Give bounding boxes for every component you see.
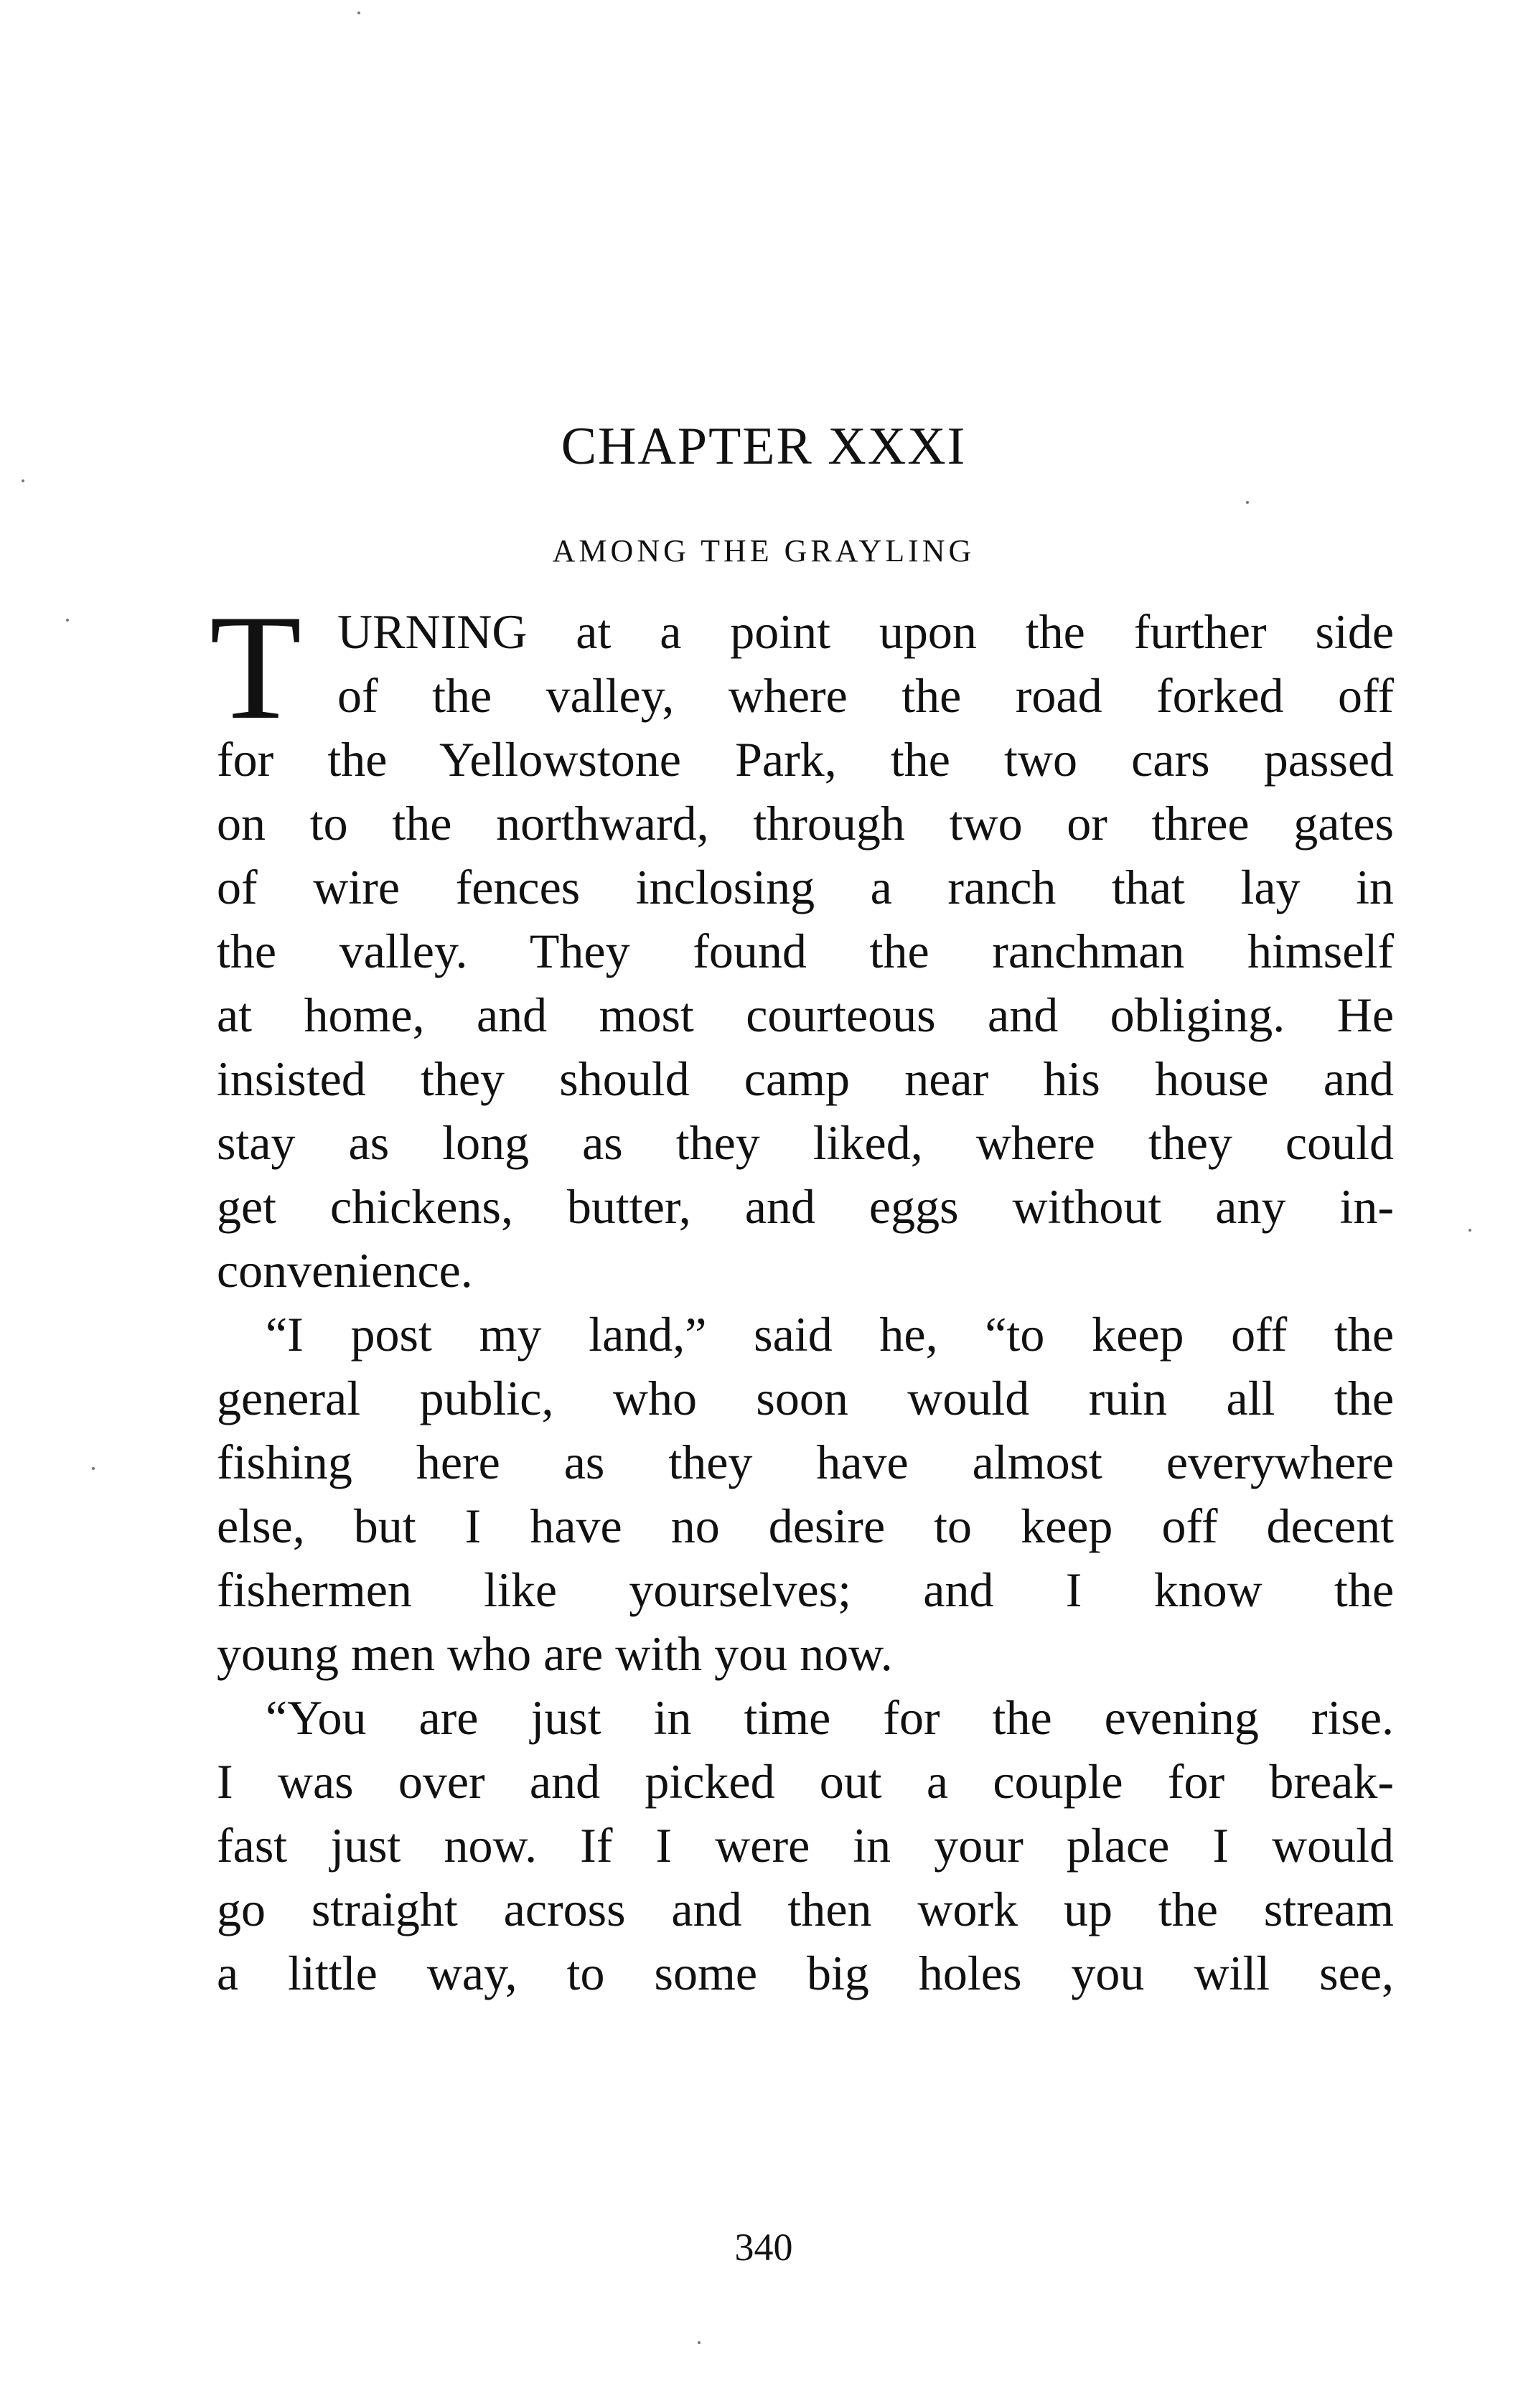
text-line: go straight across and then work up the stream [217, 1882, 1394, 1936]
chapter-subtitle: AMONG THE GRAYLING [552, 533, 975, 568]
chapter-title: CHAPTER XXXI [561, 417, 967, 476]
body-text [217, 600, 1394, 2005]
scan-speck [66, 619, 69, 622]
scan-speck [698, 2341, 701, 2344]
text-line: for the Yellowstone Park, the two cars passed [217, 732, 1394, 787]
scan-speck [357, 11, 360, 14]
text-line: a little way, to some big holes you will see, [217, 1946, 1394, 2000]
text-line: I was over and picked out a couple for break- [217, 1754, 1394, 1809]
text-line: of wire fences inclosing a ranch that lay in [217, 860, 1394, 914]
text-line: URNING at a point upon the further side [337, 604, 1394, 659]
text-line: at home, and most courteous and obliging. He [217, 988, 1394, 1042]
text-line: “I post my land,” said he, “to keep off the [266, 1307, 1394, 1362]
text-line: convenience. [217, 1243, 473, 1298]
page-number: 340 [734, 2226, 793, 2269]
text-line: of the valley, where the road forked off [337, 668, 1394, 723]
text-line: fishermen like yourselves; and I know the [217, 1563, 1394, 1617]
text-line: else, but I have no desire to keep off decent [217, 1499, 1394, 1553]
text-line: on to the northward, through two or three gates [217, 796, 1394, 851]
text-line: “You are just in time for the evening rise. [266, 1690, 1394, 1745]
text-line: stay as long as they liked, where they could [217, 1115, 1394, 1170]
scan-speck [92, 1467, 95, 1470]
text-line: insisted they should camp near his house and [217, 1051, 1394, 1106]
text-line: young men who are with you now. [217, 1626, 893, 1681]
text-line: the valley. They found the ranchman himself [217, 924, 1394, 978]
text-line: general public, who soon would ruin all the [217, 1371, 1394, 1425]
scan-speck [1246, 501, 1249, 504]
text-line: fishing here as they have almost everywhere [217, 1435, 1394, 1489]
text-line: fast just now. If I were in your place I would [217, 1818, 1394, 1873]
scan-speck [1468, 1229, 1471, 1232]
text-line: get chickens, butter, and eggs without any in- [217, 1179, 1394, 1234]
scan-speck [22, 479, 24, 482]
drop-cap: T [210, 584, 302, 751]
